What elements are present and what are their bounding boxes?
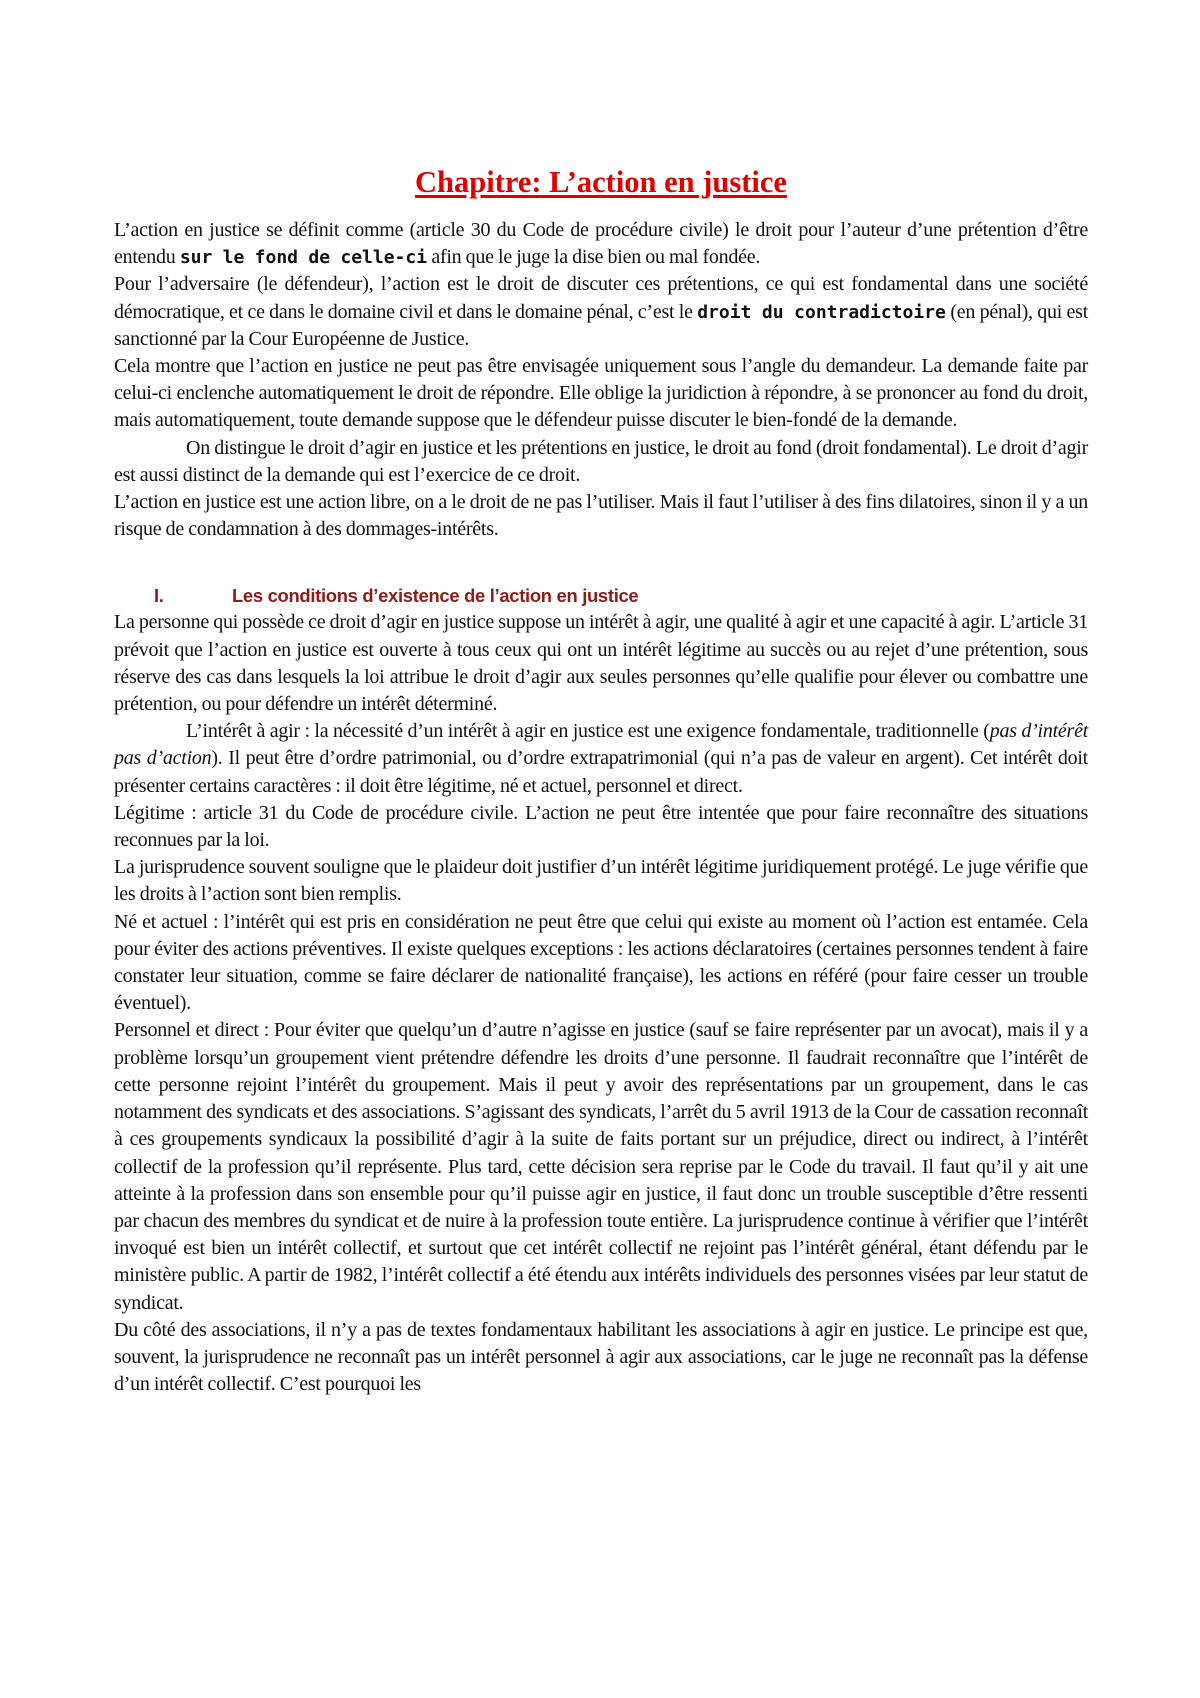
section-text: L’intérêt à agir : la nécessité d’un intérêt à agir en justice est une exigence fondamentale, traditionnelle ( xyxy=(186,720,990,743)
section-paragraph-conditions: La personne qui possède ce droit d’agir en justice suppose un intérêt à agir, une qualité à agir et une capacité à agir. L’article 31 prévoit que l’action en justice est ouverte à tous ceux qui ont un intérêt légitime au succès ou au rejet d’une prétention, sous réserve des cas dans lesquels la loi attribue le droit d’agir aux seules personnes qu’elle qualifie pour élever ou combattre une prétention, ou pour défendre un intérêt déterminé. xyxy=(114,611,1088,716)
section-paragraph-interet xyxy=(114,718,1088,800)
section-paragraph-jurisprudence: La jurisprudence souvent souligne que le plaideur doit justifier d’un intérêt légitime juridiquement protégé. Le juge vérifie que les droits à l’action sont bien remplis. xyxy=(114,856,1088,906)
intro-paragraph-adversaire xyxy=(114,271,1088,353)
section-paragraph-legitime: Légitime : article 31 du Code de procédure civile. L’action ne peut être intentée que pour faire reconnaître des situations reconnues par la loi. xyxy=(114,801,1088,852)
section-heading xyxy=(114,583,1088,609)
intro-text: L’action en justice se définit comme (article 30 du Code de procédure civile) le droit pour l’auteur d’une prétention d’être entendu xyxy=(114,219,1088,269)
section-text: ). Il peut être d’ordre patrimonial, ou d’ordre extrapatrimonial (qui n’a pas de valeur en argent). Cet intérêt doit présenter certains caractères : il doit être légitime, né et actuel, personnel et direct. xyxy=(114,747,1088,797)
intro-text: (en pénal), qui est sanctionné par la Cour Européenne de Justice. xyxy=(114,300,1089,350)
intro-paragraph-definition xyxy=(114,217,1088,271)
intro-paragraph-demandeur: Cela montre que l’action en justice ne peut pas être envisagée uniquement sous l’angle du demandeur. La demande faite par celui-ci enclenche automatiquement le droit de répondre. Elle oblige la juridiction à répondre, à se prononcer au fond du droit, mais automatiquement, toute demande suppose que le défendeur puisse discuter le bien-fondé de la demande. xyxy=(114,355,1088,432)
chapter-title: Chapitre: L’action en justice xyxy=(415,165,787,199)
section-paragraph-associations: Du côté des associations, il n’y a pas de textes fondamentaux habilitant les associations à agir en justice. Le principe est que, souvent, la jurisprudence ne reconnaît pas un intérêt personnel à agir aux associations, car le juge ne reconnaît pas la défense d’un intérêt collectif. C’est pourquoi les xyxy=(114,1318,1088,1396)
bold-term-fond: sur le fond de celle-ci xyxy=(179,247,428,269)
italic-maxim: pas d’intérêt pas d’action xyxy=(114,720,1089,770)
document-body xyxy=(114,158,1088,1398)
intro-paragraph-action-libre: L’action en justice est une action libre, on a le droit de ne pas l’utiliser. Mais il faut l’utiliser à des fins dilatoires, sinon il y a un risque de condamnation à des dommages-intérêts. xyxy=(114,491,1088,541)
section-paragraph-personnel-direct: Personnel et direct : Pour éviter que quelqu’un d’autre n’agisse en justice (sauf se faire représenter par un avocat), mais il y a problème lorsqu’un groupement vient prétendre défendre les droits d’une personne. Il faudrait reconnaître que l’intérêt de cette personne rejoint l’intérêt du groupement. Mais il peut y avoir des représentations par un groupement, dans le cas notamment des syndicats et des associations. S’agissant des syndicats, l’arrêt du 5 avril 1913 de la Cour de cassation reconnaît à ces groupements syndicaux la possibilité d’agir à la suite de faits portant sur un préjudice, direct ou indirect, à l’intérêt collectif de la profession qu’il représente. Plus tard, cette décision sera reprise par le Code du travail. Il faut qu’il y ait une atteinte à la profession dans son ensemble pour qu’il puisse agir en justice, il faut donc un trouble susceptible d’être ressenti par chacun des membres du syndicat et de nuire à la profession toute entière. La jurisprudence continue à vérifier que l’intérêt invoqué est bien un intérêt collectif, et surtout que cet intérêt collectif ne rejoint pas l’intérêt général, étant défendu par le ministère public. A partir de 1982, l’intérêt collectif a été étendu aux intérêts individuels des personnes visées par leur statut de syndicat. xyxy=(114,1019,1088,1314)
section-heading-text: Les conditions d’existence de l’action en justice xyxy=(232,585,639,607)
intro-paragraph-distinction: On distingue le droit d’agir en justice et les prétentions en justice, le droit au fond (droit fondamental). Le droit d’agir est aussi distinct de la demande qui est l’exercice de ce droit. xyxy=(114,436,1088,486)
intro-text: afin que le juge la dise bien ou mal fondée. xyxy=(427,246,761,269)
section-paragraph-ne-actuel: Né et actuel : l’intérêt qui est pris en considération ne peut être que celui qui existe au moment où l’action est entamée. Cela pour éviter des actions préventives. Il existe quelques exceptions : les actions déclaratoires (certaines personnes tendent à faire constater leur situation, comme se faire déclarer de nationalité française), les actions en référé (pour faire cesser un trouble éventuel). xyxy=(114,910,1088,1015)
intro-text: Pour l’adversaire (le défendeur), l’action est le droit de discuter ces prétentions, ce qui est fondamental dans une société démocratique, et ce dans le domaine civil et dans le domaine pénal, c’est le xyxy=(114,273,1088,323)
section-number: I. xyxy=(154,585,164,607)
bold-term-contradictoire: droit du contradictoire xyxy=(697,301,946,323)
